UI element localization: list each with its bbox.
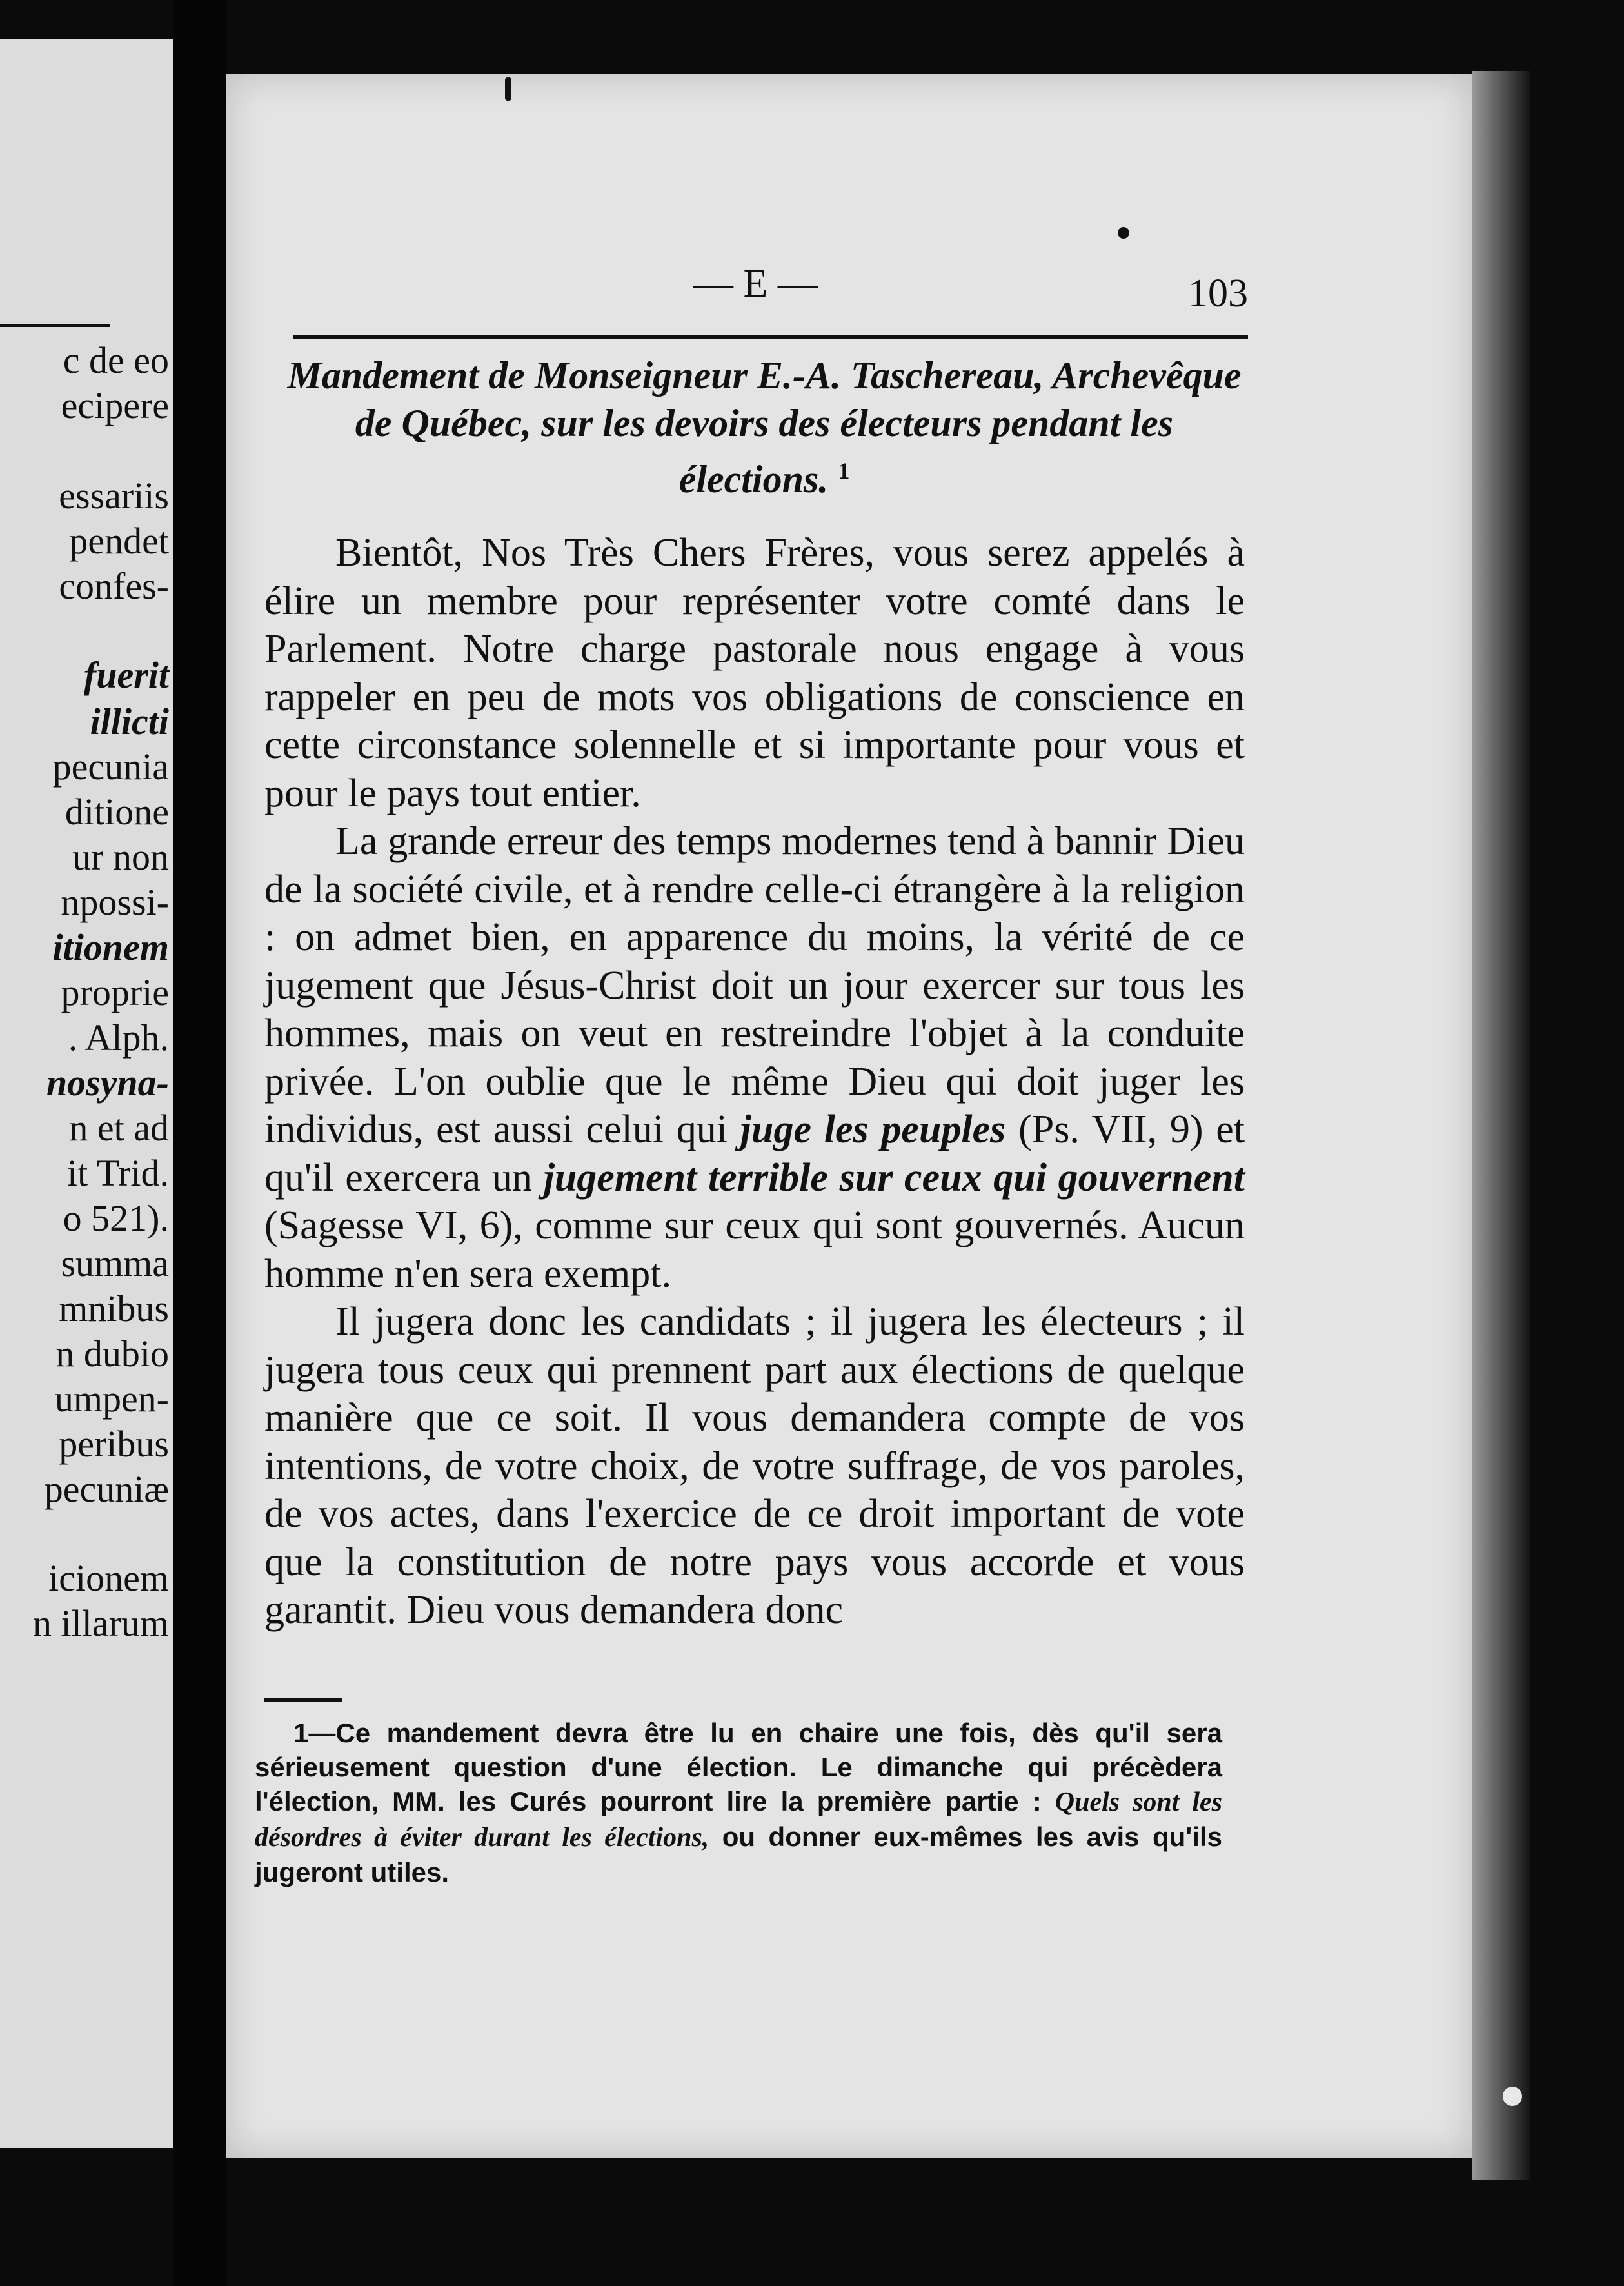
italic-quote: jugement terrible sur ceux qui gouvernent: [543, 1155, 1245, 1200]
title-text: Mandement de Monseigneur E.-A. Taschereau, Archevêque de Québec, sur les devoirs des électeurs pendant les élections.: [287, 354, 1242, 501]
ink-speck: [1118, 227, 1129, 239]
footnote-reference: 1: [838, 458, 850, 484]
paragraph: [264, 529, 1245, 817]
footnote-italic: Quels sont les désordres à éviter durant les élections,: [255, 1787, 1223, 1853]
paragraph-text: Bientôt, Nos Très Chers Frères, vous serez appelés à élire un membre pour représenter votre comté dans le Parlement. Notre charge pastorale nous engage à vous rappeler en peu de mots vos obligations de conscience en cette circonstance solennelle et si importante pour vous et pour le pays tout entier.: [264, 531, 1245, 815]
previous-page-line: pendet: [69, 520, 169, 562]
footnote-rule: [264, 1698, 342, 1702]
previous-page-line: mnibus: [59, 1287, 169, 1329]
body-text: [264, 529, 1245, 1635]
previous-page-line: c de eo: [63, 339, 169, 381]
footnote-text-part: ou donner eux-mêmes les avis qu'ils jugeront utiles.: [255, 1822, 1222, 1887]
previous-page-line: ecipere: [61, 384, 169, 426]
paragraph-text: La grande erreur des temps modernes tend à bannir Dieu de la société civile, et à rendre celle-ci étrangère à la religion : on admet bien, en apparence du moins, la vérité de ce jugement que Jésus-Christ doit un jour exercer sur tous les hommes, mais on veut en restreindre l'objet à la conduite privée. L'on oublie que le même Dieu qui doit juger les individus, est aussi celui qui: [264, 819, 1245, 1151]
previous-page-line: npossi-: [61, 881, 169, 923]
italic-quote: juge les peuples: [740, 1108, 1006, 1151]
previous-page-line: peribus: [59, 1423, 169, 1465]
previous-page-line: it Trid.: [67, 1152, 169, 1194]
paragraph-text: (Ps. VII, 9) et qu'il exercera un: [264, 1108, 1245, 1200]
previous-page-line: o 521).: [63, 1197, 169, 1239]
previous-page-line: ur non: [72, 836, 169, 878]
running-head: — E —: [693, 262, 818, 306]
previous-page-line: summa: [61, 1242, 169, 1284]
light-speck: [1503, 2087, 1522, 2106]
previous-page-line: n et ad: [69, 1107, 169, 1149]
book-gutter: [173, 0, 226, 2286]
previous-page-line: essariis: [59, 475, 169, 517]
paragraph-text: Il jugera donc les candidats ; il jugera les électeurs ; il jugera tous ceux qui prennent part aux élections de quelque manière que ce soit. Il vous demandera compte de vos intentions, de votre choix, de votre suffrage, de vos paroles, de vos actes, dans l'exercice de ce droit important de vote que la constitution de notre pays vous accorde et vous garantit. Dieu vous demandera donc: [264, 1300, 1245, 1632]
previous-page-line: umpen-: [54, 1378, 169, 1420]
page-header: [293, 248, 1248, 319]
previous-page-fragment: [0, 39, 173, 2148]
ink-mark: [505, 77, 511, 101]
previous-page-line: proprie: [61, 971, 169, 1013]
footnote-text: [255, 1716, 1222, 1889]
paragraph: [264, 817, 1245, 1298]
previous-page-line: icionem: [48, 1557, 169, 1599]
previous-page-line: itionem: [52, 926, 169, 968]
previous-page-line: nosyna-: [46, 1062, 169, 1104]
previous-page-line: n illarum: [32, 1602, 169, 1644]
previous-page-line: pecunia: [52, 746, 169, 788]
previous-page-rule: [0, 324, 110, 327]
paragraph-text: (Sagesse VI, 6), comme sur ceux qui sont gouvernés. Aucun homme n'en sera exempt.: [264, 1204, 1245, 1296]
header-rule: [293, 335, 1248, 339]
footnote-text-part: 1—Ce mandement devra être lu en chaire une fois, dès qu'il sera sérieusement question d'une élection. Le dimanche qui précèdera l'élection, MM. les Curés pourront lire la première partie :: [255, 1718, 1222, 1816]
page-edge-shadow: [1472, 71, 1530, 2180]
footnote: [255, 1716, 1222, 1889]
page-number: 103: [1188, 272, 1248, 315]
document-title: [277, 352, 1251, 503]
paragraph: [264, 1298, 1245, 1635]
previous-page-line: ditione: [64, 791, 169, 833]
previous-page-line: pecuniæ: [44, 1468, 169, 1510]
previous-page-line: illicti: [90, 701, 169, 742]
previous-page-line: confes-: [59, 565, 169, 607]
previous-page-line: fuerit: [83, 654, 169, 696]
previous-page-line: . Alph.: [68, 1017, 169, 1059]
previous-page-line: n dubio: [55, 1333, 169, 1375]
